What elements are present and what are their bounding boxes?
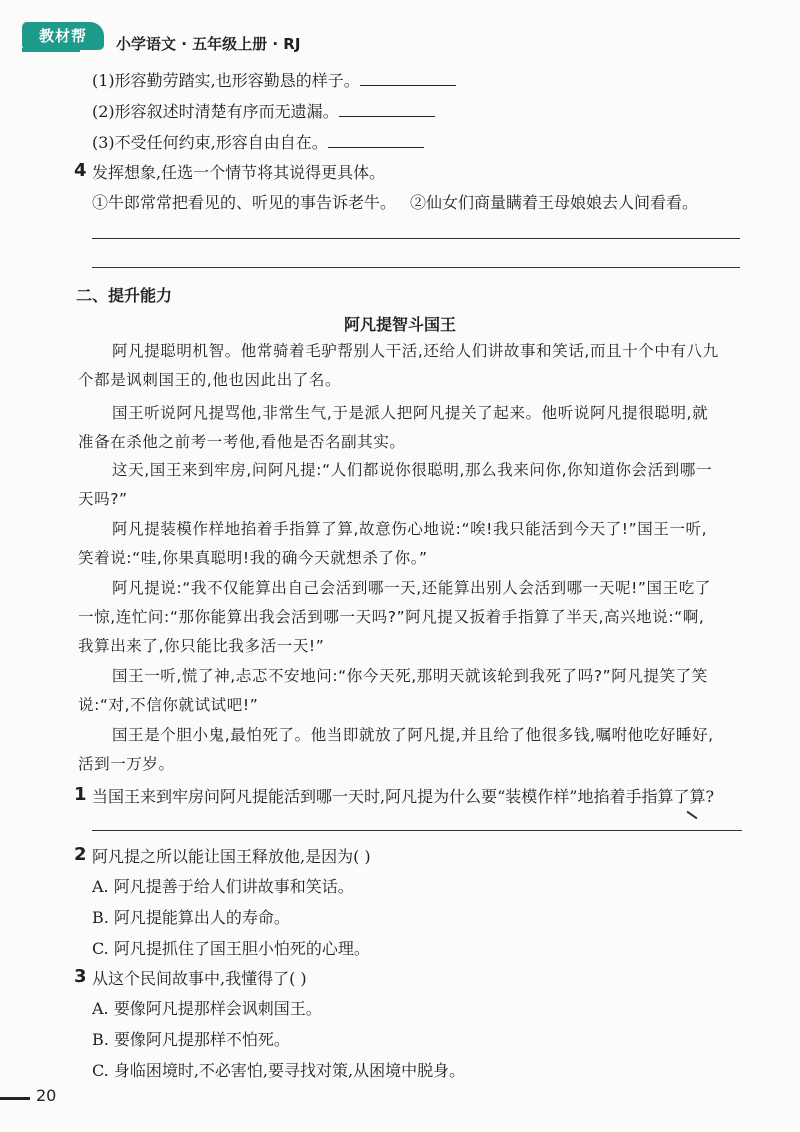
answer-line-q4-2[interactable] — [92, 267, 740, 268]
question-3-text: 从这个民间故事中,我懂得了( ) — [92, 969, 307, 988]
vocab-item-2: (2)形容叙述时清楚有序而无遗漏。 — [92, 101, 435, 123]
question-2-number: 2 — [74, 844, 87, 865]
question-4-option-1: ①牛郎常常把看见的、听见的事告诉老牛。 — [92, 193, 397, 212]
question-1-text: 当国王来到牢房问阿凡提能活到哪一天时,阿凡提为什么要“装模作样”地掐着手指算了算? — [92, 787, 715, 806]
answer-blank-1[interactable] — [360, 71, 456, 86]
question-3-number: 3 — [74, 966, 87, 987]
story-line: 阿凡提说:“我不仅能算出自己会活到哪一天,还能算出别人会活到哪一天呢!”国王吃了 — [112, 579, 711, 597]
question-2-option-a[interactable]: A. 阿凡提善于给人们讲故事和笑话。 — [92, 877, 354, 896]
question-4-option-2: ②仙女们商量瞒着王母娘娘去人间看看。 — [410, 193, 699, 212]
publisher-logo: 教材帮 — [22, 22, 104, 50]
question-1-number: 1 — [74, 784, 87, 805]
story-line: 国王是个胆小鬼,最怕死了。他当即就放了阿凡提,并且给了他很多钱,嘱咐他吃好睡好, — [112, 726, 714, 744]
page-number: 20 — [36, 1086, 57, 1105]
story-line: 这天,国王来到牢房,问阿凡提:“人们都说你很聪明,那么我来问你,你知道你会活到哪一 — [112, 461, 713, 479]
logo-underline — [22, 48, 80, 52]
answer-line-q1[interactable] — [92, 830, 742, 831]
story-line: 个都是讽刺国王的,他也因此出了名。 — [78, 371, 342, 389]
question-4-number: 4 — [74, 160, 87, 181]
section-title: 二、提升能力 — [76, 286, 173, 305]
story-line: 国王一听,慌了神,忐忑不安地问:“你今天死,那明天就该轮到我死了吗?”阿凡提笑了笑 — [112, 667, 708, 685]
vocab-item-1: (1)形容勤劳踏实,也形容勤恳的样子。 — [92, 70, 456, 92]
vocab-item-3: (3)不受任何约束,形容自由自在。 — [92, 132, 424, 154]
story-line: 我算出来了,你只能比我多活一天!” — [78, 637, 325, 655]
story-title: 阿凡提智斗国王 — [343, 315, 456, 334]
question-2-text: 阿凡提之所以能让国王释放他,是因为( ) — [92, 847, 371, 866]
story-line: 国王听说阿凡提骂他,非常生气,于是派人把阿凡提关了起来。他听说阿凡提很聪明,就 — [112, 404, 709, 422]
story-line: 一惊,连忙问:“那你能算出我会活到哪一天吗?”阿凡提又扳着手指算了半天,高兴地说:“啊, — [78, 608, 705, 626]
question-2-option-b[interactable]: B. 阿凡提能算出人的寿命。 — [92, 908, 290, 927]
story-line: 阿凡提聪明机智。他常骑着毛驴帮别人干活,还给人们讲故事和笑话,而且十个中有八九 — [112, 342, 719, 360]
book-title: 小学语文 · 五年级上册 · RJ — [116, 35, 301, 53]
question-3-option-c[interactable]: C. 身临困境时,不必害怕,要寻找对策,从困境中脱身。 — [92, 1061, 466, 1080]
pen-mark — [687, 811, 698, 820]
story-line: 阿凡提装模作样地掐着手指算了算,故意伤心地说:“唉!我只能活到今天了!”国王一听, — [112, 520, 708, 538]
answer-line-q4-1[interactable] — [92, 238, 740, 239]
story-line: 活到一万岁。 — [78, 755, 175, 773]
question-3-option-b[interactable]: B. 要像阿凡提那样不怕死。 — [92, 1030, 290, 1049]
story-line: 说:“对,不信你就试试吧!” — [78, 696, 259, 714]
story-line: 准备在杀他之前考一考他,看他是否名副其实。 — [78, 433, 406, 451]
question-4-prompt: 发挥想象,任选一个情节将其说得更具体。 — [92, 163, 386, 182]
footer-dash — [0, 1097, 30, 1100]
question-3-option-a[interactable]: A. 要像阿凡提那样会讽刺国王。 — [92, 999, 322, 1018]
story-line: 笑着说:“哇,你果真聪明!我的确今天就想杀了你。” — [78, 549, 428, 567]
answer-blank-3[interactable] — [328, 133, 424, 148]
answer-blank-2[interactable] — [339, 102, 435, 117]
story-line: 天吗?” — [78, 490, 128, 508]
question-2-option-c[interactable]: C. 阿凡提抓住了国王胆小怕死的心理。 — [92, 939, 370, 958]
